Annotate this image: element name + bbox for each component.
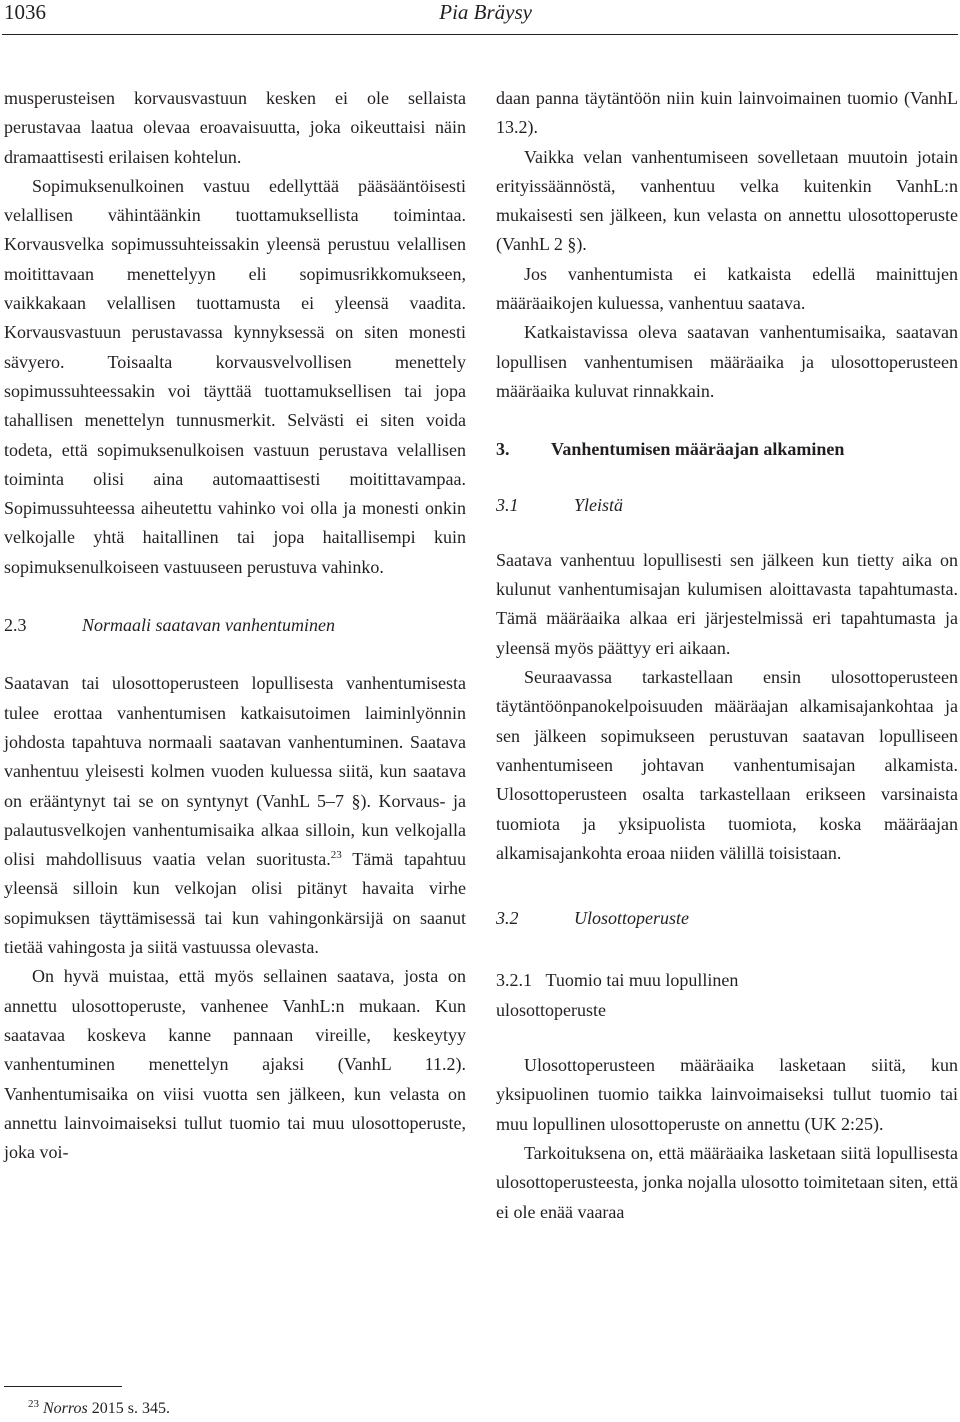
paragraph: Katkaistavissa oleva saatavan vanhentumisaika, saatavan lopullisen vanhentumisen määräaika ja ulosottoperusteen määräaika kuluvat rinnakkain. (496, 322, 958, 401)
section-number: 3.1 (496, 494, 519, 515)
footnote-author: Norros (43, 1400, 88, 1417)
section-number: 3.2 (496, 908, 519, 929)
footnote (28, 1398, 170, 1420)
footnote-number: 23 (28, 1398, 39, 1410)
footnote-rule (4, 1386, 122, 1387)
section-title: Yleistä (574, 494, 624, 515)
paragraph-text: Saatavan tai ulosottoperusteen lopullisesta vanhentumisesta tulee erottaa vanhentumisen katkaisutoimen laiminlyönnin johdosta tapahtuva normaali saatavan vanhentuminen. Saatava vanhentuu yleisesti kolmen vuoden kuluessa siitä, kun saatava on erääntynyt tai se on syntynyt (VanhL 5–7 §). Korvaus- ja palautusvelkojen vanhentumisaika alkaa silloin, kun velkojalla olisi mahdollisuus vaatia velan suoritusta. (4, 673, 466, 870)
paragraph: Jos vanhentumista ei katkaista edellä mainittujen määräaikojen kuluessa, vanhentuu saatava. (496, 263, 958, 314)
paragraph: Vaikka velan vanhentumiseen sovelletaan muutoin jotain erityissäännöstä, vanhentuu velka kuitenkin VanhL:n mukaisesti sen jälkeen, kun velasta on annettu ulosottoperuste (VanhL 2 §). (496, 146, 958, 255)
paragraph-text: Tämä tapahtuu yleensä silloin kun velkojan olisi pitänyt havaita virhe sopimuksen täyttämisessä tai kun vahingonkärsijä on saanut tietää vahingosta ja siitä vastuussa olevasta. (4, 849, 466, 958)
paragraph (4, 669, 466, 962)
paragraph: Ulosottoperusteen määräaika lasketaan siitä, kun yksipuolinen tuomio taikka lainvoimaiseksi tullut tuomio tai muu lopullinen ulosottoperuste on annettu (UK 2:25). (496, 1055, 958, 1134)
paragraph: Seuraavassa tarkastellaan ensin ulosottoperusteen täytäntöönpanokelpoisuuden määräajan alkamisajankohtaa ja sen jälkeen sopimukseen perustuvan saatavan lopulliseen vanhentumiseen johtavan vanhentumisajan alkamista. Ulosottoperusteen osalta tarkastellaan erikseen varsinaista tuomiota ja yksipuolista tuomiota, koska määräajan alkamisajankohta eroaa niiden välillä toisistaan. (496, 667, 958, 863)
page-header (0, 0, 960, 30)
section-number: 3. (496, 439, 510, 460)
paragraph: Saatava vanhentuu lopullisesti sen jälkeen kun tietty aika on kulunut vanhentumisajan kulumisen aloittavasta tapahtumasta. Tämä määräaika alkaa eri järjestelmissä eri tapahtumasta ja yleensä myös päättyy eri aikaan. (496, 549, 958, 658)
section-heading-3-2 (496, 904, 958, 933)
footnote-text: 2015 s. 345. (87, 1400, 170, 1417)
section-number: 3.2.1 (496, 970, 532, 991)
section-heading-3 (496, 435, 958, 464)
section-title: Tuomio tai muu lopullinen ulosottoperuste (496, 970, 739, 1020)
section-heading-3-1 (496, 491, 958, 520)
section-title: Normaali saatavan vanhentuminen (82, 615, 335, 636)
section-number: 2.3 (4, 615, 27, 636)
section-title: Vanhentumisen määräajan alkaminen (551, 439, 845, 460)
left-column (4, 84, 466, 1167)
right-column (496, 84, 958, 1227)
section-title: Ulosottoperuste (574, 908, 689, 929)
section-heading-3-2-1 (496, 966, 826, 1025)
page-number: 1036 (4, 0, 46, 24)
section-heading-2-3 (4, 611, 466, 640)
paragraph: Tarkoituksena on, että määräaika lasketaan siitä lopullisesta ulosottoperusteesta, jonka nojalla ulosotto toimitetaan siten, että ei ole enää vaaraa (496, 1142, 958, 1222)
paragraph: musperusteisen korvausvastuun kesken ei ole sellaista perustavaa laatua olevaa eroavaisuutta, joka oikeuttaisi näin dramaattisesti erilaisen kohtelun. (4, 88, 466, 167)
running-head: Pia Bräysy (439, 0, 532, 24)
paragraph: On hyvä muistaa, että myös sellainen saatava, josta on annettu ulosottoperuste, vanhenee VanhL:n mukaan. Kun saatavaa koskeva kanne pannaan vireille, keskeytyy vanhentuminen menettelyn ajaksi (VanhL 11.2). Vanhentumisaika on viisi vuotta sen jälkeen, kun velasta on annettu lainvoimaiseksi tullut tuomio tai muu ulosottoperuste, joka voi- (4, 966, 466, 1163)
paragraph: daan panna täytäntöön niin kuin lainvoimainen tuomio (VanhL 13.2). (496, 88, 958, 138)
header-rule (2, 34, 958, 35)
footnote-reference[interactable]: 23 (330, 849, 342, 862)
paragraph: Sopimuksenulkoinen vastuu edellyttää pääsääntöisesti velallisen vähintäänkin tuottamuksellista toimintaa. Korvausvelka sopimussuhteissakin yleensä perustuu velallisen moitittavaan menettelyyn eli sopimusrikkomukseen, vaikkakaan velallisen tuottamusta ei yleensä vaadita. Korvausvastuun perustavassa kynnyksessä on siten monesti sävyero. Toisaalta korvausvelvollisen menettely sopimussuhteessakin voi täyttää tuottamuksellisen tai jopa tahallisen menettelyn tunnusmerkit. Selvästi ei siten voida todeta, että sopimuksenulkoisen vastuun perustava velallisen toiminta olisi aina automaattisesti moitittavampaa. Sopimussuhteessa aiheutettu vahinko voi olla ja monesti onkin velkojalle yhtä haitallinen tai jopa haitallisempi kuin sopimuksenulkoiseen vastuuseen perustuva vahinko. (4, 175, 466, 577)
